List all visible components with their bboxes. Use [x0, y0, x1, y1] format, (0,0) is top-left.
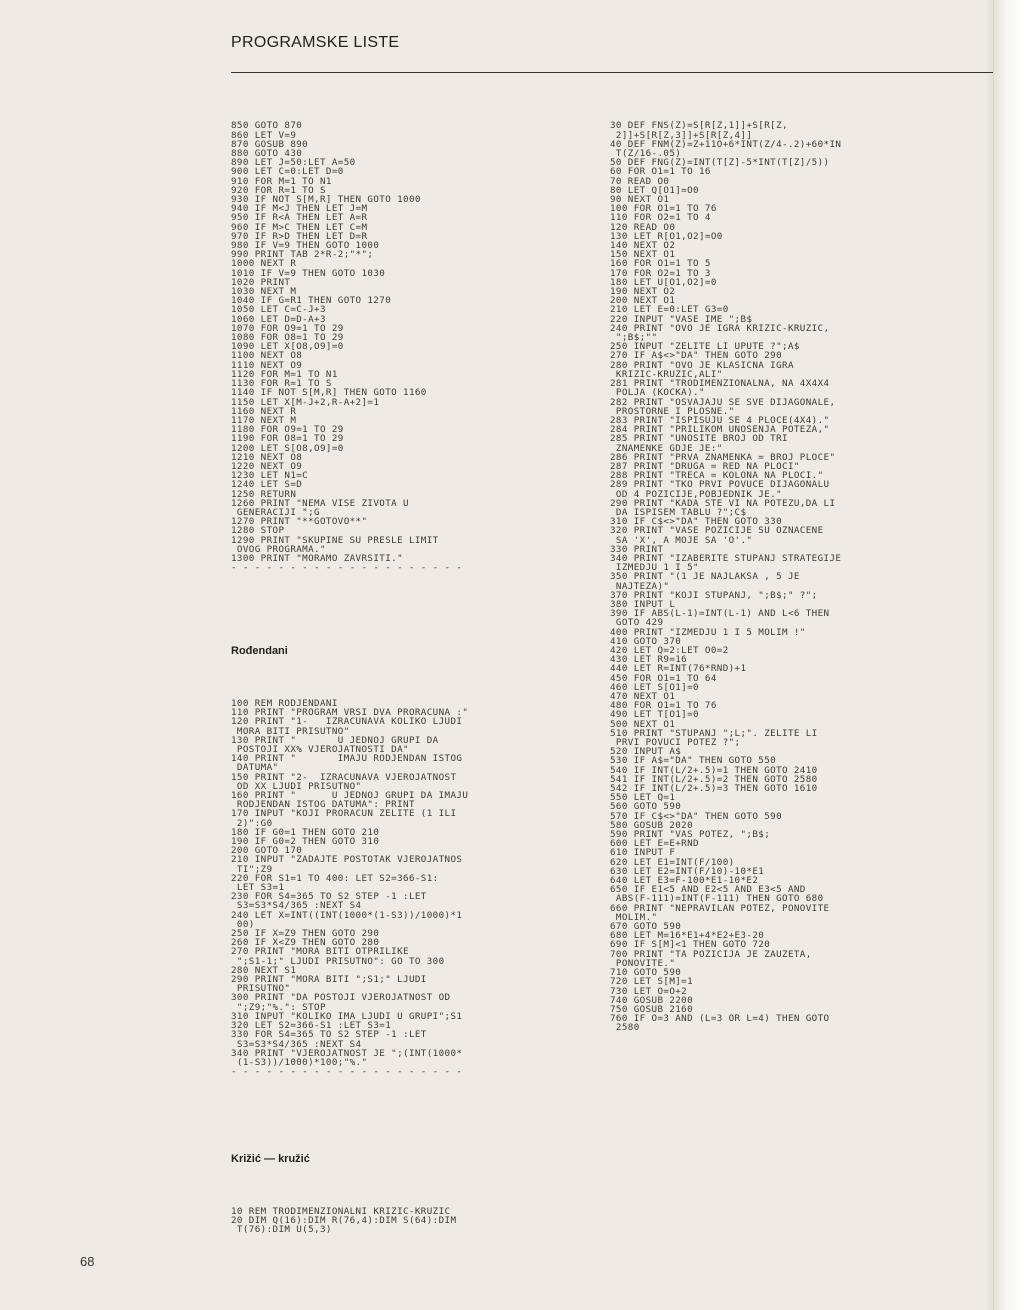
code-line: 320 LET S2=366-S1 :LET S3=1: [231, 1020, 392, 1032]
code-line: 550 LET Q=1: [610, 792, 676, 804]
code-line: 00): [231, 918, 255, 930]
code-line: 870 GOSUB 890: [231, 138, 309, 150]
code-line: 390 IF ABS(L-1)=INT(L-1) AND L<6 THEN: [610, 608, 830, 620]
code-line: 190 NEXT O2: [610, 286, 676, 298]
code-line: 90 NEXT O1: [610, 194, 670, 206]
code-line: 350 PRINT "(1 JE NAJLAKSA , 5 JE: [610, 571, 800, 583]
code-line: 288 PRINT "TRECA = KOLONA NA PLOCI.": [610, 470, 824, 482]
code-line: 1240 LET S=D: [231, 479, 303, 491]
code-line: 1130 FOR R=1 TO S: [231, 378, 332, 390]
code-line: 110 PRINT "PROGRAM VRSI DVA PRORACUNA :": [231, 707, 469, 719]
header-rule: [231, 72, 993, 73]
code-line: 1250 RETURN: [231, 488, 297, 500]
code-line: POSTOJI XX% VJEROJATNOSTI DA": [231, 744, 409, 755]
code-line: 1160 NEXT R: [231, 405, 297, 417]
code-line: 210 LET E=0:LET G3=0: [610, 304, 729, 316]
code-line: 130 LET R[O1,O2]=O0: [610, 230, 723, 242]
code-line: 240 LET X=INT((INT(1000*(1-S3))/1000)*1: [231, 909, 463, 921]
code-line: GENERACIJI ";G: [231, 506, 320, 518]
code-line: 70 READ O0: [610, 175, 670, 187]
code-line: 1010 IF V=9 THEN GOTO 1030: [231, 267, 386, 279]
code-line: 520 INPUT A$: [610, 746, 682, 758]
code-line: 1030 NEXT M: [231, 286, 297, 298]
code-line: 1290 PRINT "SKUPINE SU PRESLE LIMIT: [231, 534, 439, 546]
code-line: 760 IF O=3 AND (L=3 OR L=4) THEN GOTO: [610, 1013, 830, 1025]
code-line: 1040 IF G=R1 THEN GOTO 1270: [231, 295, 392, 307]
code-line: 540 IF INT(L/2+.5)=1 THEN GOTO 2410: [610, 764, 818, 776]
code-line: 700 PRINT "TA POZICIJA JE ZAUZETA,: [610, 948, 812, 960]
code-line: S3=S3*S4/365 :NEXT S4: [231, 900, 362, 912]
code-line: 1070 FOR O9=1 TO 29: [231, 322, 344, 334]
code-line: RODJENDAN ISTOG DATUMA": PRINT: [231, 799, 415, 811]
code-line: 410 GOTO 370: [610, 635, 682, 647]
code-line: 440 LET R=INT(76*RND)+1: [610, 663, 747, 675]
code-line: 1170 NEXT M: [231, 414, 297, 426]
program-listing-life: [231, 121, 601, 572]
code-line: 1120 FOR M=1 TO N1: [231, 368, 338, 380]
code-line: DA ISPISEM TABLU ?";C$: [610, 506, 747, 518]
code-line: 120 READ O0: [610, 221, 676, 233]
code-line: 660 PRINT "NEPRAVILAN POTEZ, PONOVITE: [610, 902, 830, 914]
code-line: 284 PRINT "PRILIKOM UNOSENJA POTEZA,": [610, 424, 830, 436]
code-line: 282 PRINT "OSVAJAJU SE SVE DIJAGONALE,: [610, 396, 836, 408]
code-line: 140 NEXT O2: [610, 240, 676, 252]
code-line: 250 INPUT "ZELITE LI UPUTE ?";A$: [610, 341, 800, 353]
code-line: 1100 NEXT O8: [231, 350, 303, 362]
code-line: 950 IF R<A THEN LET A=R: [231, 212, 368, 224]
code-line: 1190 FOR O8=1 TO 29: [231, 433, 344, 445]
code-line: 580 GOSUB 2020: [610, 819, 694, 831]
code-line: 120 PRINT "1- IZRACUNAVA KOLIKO LJUDI: [231, 716, 463, 728]
code-line: ";Z9;"%.": STOP: [231, 1001, 326, 1013]
code-line: 541 IF INT(L/2+.5)=2 THEN GOTO 2580: [610, 773, 818, 785]
program-listing-krizic-kruzic-start: [231, 1207, 601, 1235]
code-line: 620 LET E1=INT(F/100): [610, 856, 735, 868]
code-line: 2)":G0: [231, 817, 273, 829]
code-line: 130 PRINT " U JEDNOJ GRUPI DA: [231, 734, 439, 746]
code-line: 1150 LET X[M-J+2,R-A+2]=1: [231, 396, 380, 408]
code-line: 283 PRINT "ISPISUJU SE 4 PLOCE(4X4).": [610, 414, 830, 426]
code-line: 570 IF C$<>"DA" THEN GOTO 590: [610, 810, 783, 822]
code-line: 40 DEF FNM(Z)=Z+11O+6*INT(Z/4-.2)+60*IN: [610, 138, 842, 150]
code-line: 1140 IF NOT S[M,R] THEN GOTO 1160: [231, 387, 427, 399]
code-line: 320 PRINT "VASE POZICIJE SU OZNACENE: [610, 525, 824, 537]
code-line: 290 PRINT "KADA STE VI NA POTEZU,DA LI: [610, 497, 836, 509]
code-line: 240 PRINT "OVO JE IGRA KRIZIC-KRUZIC,: [610, 322, 830, 334]
code-line: 230 FOR S4=365 TO S2 STEP -1 :LET: [231, 891, 427, 903]
code-line: MOLIM.": [610, 911, 658, 923]
code-line: 420 LET Q=2:LET O0=2: [610, 644, 729, 656]
code-line: 286 PRINT "PRVA ZNAMENKA = BROJ PLOCE": [610, 451, 836, 463]
code-line: 720 LET S[M]=1: [610, 976, 694, 988]
code-line: 1210 NEXT O8: [231, 451, 303, 463]
code-line: 20 DIM Q(16):DIM R(76,4):DIM S(64):DIM: [231, 1215, 457, 1227]
code-line: 1180 FOR O9=1 TO 29: [231, 424, 344, 436]
code-line: DATUMA": [231, 762, 279, 774]
code-line: 400 PRINT "IZMEDJU 1 I 5 MOLIM !": [610, 626, 806, 638]
code-line: 750 GOSUB 2160: [610, 1003, 694, 1015]
code-line: POLJA (KOCKA).": [610, 387, 705, 399]
code-line: 281 PRINT "TRODIMENZIONALNA, NA 4X4X4: [610, 378, 830, 390]
program-listing-krizic-kruzic-continued: [610, 121, 980, 1032]
code-line: ";B$;"": [610, 332, 658, 344]
code-line: 100 FOR O1=1 TO 76: [610, 203, 717, 215]
code-line: PRISUTNO": [231, 983, 291, 995]
code-line: 270 IF A$<>"DA" THEN GOTO 290: [610, 350, 783, 362]
code-line: 510 PRINT "STUPANJ ";L;". ZELITE LI: [610, 727, 818, 739]
code-line: 560 GOTO 590: [610, 801, 682, 813]
code-line: 690 IF S[M]<1 THEN GOTO 720: [610, 939, 771, 951]
code-line: NAJTEZA)": [610, 580, 670, 592]
code-line: 300 PRINT "DA POSTOJI VJEROJATNOST OD: [231, 992, 451, 1004]
section-title-rodjendani: Rođendani: [231, 645, 288, 658]
code-line: 930 IF NOT S[M,R] THEN GOTO 1000: [231, 194, 421, 206]
code-line: 150 NEXT O1: [610, 249, 676, 261]
code-line: 289 PRINT "TKO PRVI POVUCE DIJAGONALU: [610, 479, 830, 491]
page-title: PROGRAMSKE LISTE: [231, 34, 400, 51]
code-line: 470 NEXT O1: [610, 691, 676, 702]
code-line: 1280 STOP: [231, 525, 285, 537]
left-column: [231, 103, 601, 1244]
code-line: 730 LET O=O+2: [610, 985, 688, 997]
code-line: 960 IF M>C THEN LET C=M: [231, 221, 368, 233]
code-line: 640 LET E3=F-100*E1-10*E2: [610, 875, 759, 887]
code-line: - - - - - - - - - - - - - - - - - - - -: [231, 1066, 463, 1078]
right-column: [610, 103, 980, 1042]
code-line: PRVI POVUCI POTEZ ?";: [610, 737, 741, 749]
code-line: - - - - - - - - - - - - - - - - - - - -: [231, 562, 463, 574]
code-line: GOTO 429: [610, 617, 664, 629]
code-line: 940 IF M<J THEN LET J=M: [231, 203, 368, 215]
code-line: 1000 NEXT R: [231, 258, 297, 270]
code-line: 80 LET Q[O1]=O0: [610, 184, 699, 196]
code-line: 490 LET T[O1]=0: [610, 709, 699, 721]
code-line: 170 FOR O2=1 TO 3: [610, 267, 711, 279]
code-line: 110 FOR O2=1 TO 4: [610, 212, 711, 224]
code-line: 287 PRINT "DRUGA = RED NA PLOCI": [610, 460, 800, 472]
code-line: 1300 PRINT "MORAMO ZAVRSITI.": [231, 552, 404, 564]
code-line: 1060 LET D=D-A+3: [231, 313, 326, 325]
code-line: OVOG PROGRAMA.": [231, 543, 326, 555]
code-line: 180 LET U[O1,O2]=0: [610, 276, 717, 288]
code-line: 1270 PRINT "**GOTOVO**": [231, 516, 368, 528]
code-line: 860 LET V=9: [231, 129, 297, 141]
code-line: 600 LET E=E+RND: [610, 838, 699, 850]
code-line: 10 REM TRODIMENZIONALNI KRIZIC-KRUZIC: [231, 1205, 451, 1217]
code-line: 980 IF V=9 THEN GOTO 1000: [231, 240, 380, 252]
code-line: PONOVITE.": [610, 957, 676, 969]
code-line: 50 DEF FNG(Z)=INT(T[Z]-5*INT(T[Z]/5)): [610, 157, 830, 169]
code-line: 850 GOTO 870: [231, 120, 303, 132]
code-line: 340 PRINT "IZABERITE STUPANJ STRATEGIJE: [610, 552, 842, 564]
code-line: S3=S3*S4/365 :NEXT S4: [231, 1038, 362, 1050]
code-line: 2]]+S[R[Z,3]]+S[R[Z,4]]: [610, 129, 753, 141]
code-line: 150 PRINT "2- IZRACUNAVA VJEROJATNOST: [231, 771, 457, 783]
code-line: 260 IF X<Z9 THEN GOTO 280: [231, 937, 380, 949]
code-line: 670 GOTO 590: [610, 921, 682, 933]
code-line: 250 IF X=Z9 THEN GOTO 290: [231, 928, 380, 940]
code-line: 1090 LET X[O8,O9]=0: [231, 341, 344, 353]
code-line: 1230 LET N1=C: [231, 470, 309, 482]
code-line: KRIZIC-KRUZIC,ALI": [610, 368, 723, 380]
code-line: 280 PRINT "OVO JE KLASICNA IGRA: [610, 359, 794, 371]
code-line: 310 INPUT "KOLIKO IMA LJUDI U GRUPI";S1: [231, 1010, 463, 1022]
code-line: 370 PRINT "KOJI STUPANJ, ";B$;" ?";: [610, 589, 818, 601]
code-line: 630 LET E2=INT(F/10)-10*E1: [610, 865, 765, 877]
program-listing-rodjendani: [231, 699, 601, 1076]
code-line: 220 INPUT "VASE IME ";B$: [610, 313, 753, 325]
code-line: 190 IF G0=2 THEN GOTO 310: [231, 836, 380, 848]
code-line: 380 INPUT L: [610, 598, 676, 610]
code-line: ";S1-1;" LJUDI PRISUTNO": GO TO 300: [231, 955, 445, 967]
code-line: 970 IF R>D THEN LET D=R: [231, 230, 368, 242]
code-line: 680 LET M=16*E1+4*E2+E3-20: [610, 930, 765, 942]
code-line: 1110 NEXT O9: [231, 359, 303, 371]
code-line: T(76):DIM U(5,3): [231, 1224, 332, 1236]
code-line: 710 GOTO 590: [610, 967, 682, 979]
code-line: 160 PRINT " U JEDNOJ GRUPI DA IMAJU: [231, 790, 469, 802]
code-line: T(Z/16-.05): [610, 148, 682, 160]
code-line: 290 PRINT "MORA BITI ";S1;" LJUDI: [231, 974, 427, 986]
code-line: 542 IF INT(L/2+.5)=3 THEN GOTO 1610: [610, 783, 818, 795]
code-line: 650 IF E1<5 AND E2<5 AND E3<5 AND: [610, 884, 806, 896]
code-line: LET S3=1: [231, 882, 285, 894]
code-line: 160 FOR O1=1 TO 5: [610, 258, 711, 270]
section-title-krizic-kruzic: Križić — kružić: [231, 1153, 310, 1166]
code-line: 910 FOR M=1 TO N1: [231, 175, 332, 187]
code-line: 1220 NEXT O9: [231, 460, 303, 472]
code-line: 1200 LET S[O8,O9]=0: [231, 442, 344, 454]
code-line: 880 GOTO 430: [231, 148, 303, 160]
code-line: OD 4 POZICIJE,POBJEDNIK JE.": [610, 488, 783, 500]
code-line: 330 FOR S4=365 TO S2 STEP -1 :LET: [231, 1029, 427, 1041]
code-line: 100 REM RODJENDANI: [231, 697, 338, 709]
code-line: 920 FOR R=1 TO S: [231, 184, 326, 196]
code-line: IZMEDJU 1 I 5": [610, 562, 699, 574]
code-line: 1080 FOR O8=1 TO 29: [231, 332, 344, 344]
code-line: ZNAMENKE GDJE JE:": [610, 442, 723, 454]
code-line: 330 PRINT: [610, 543, 664, 555]
code-line: 60 FOR O1=1 TO 16: [610, 166, 711, 178]
code-line: 480 FOR O1=1 TO 76: [610, 700, 717, 712]
code-line: OD XX LJUDI PRISUTNO": [231, 780, 362, 792]
code-line: 530 IF A$="DA" THEN GOTO 550: [610, 755, 777, 767]
code-line: SA 'X', A MOJE SA 'O'.": [610, 534, 753, 546]
code-line: 450 FOR O1=1 TO 64: [610, 672, 717, 684]
page-header: [0, 0, 990, 77]
code-line: 890 LET J=50:LET A=50: [231, 157, 356, 169]
next-page-edge: [993, 0, 1024, 1310]
code-line: 140 PRINT " IMAJU RODJENDAN ISTOG: [231, 753, 463, 765]
page-number: 68: [80, 1254, 95, 1269]
code-line: 30 DEF FNS(Z)=S[R[Z,1]]+S[R[Z,: [610, 120, 788, 132]
code-line: TI";Z9: [231, 863, 273, 875]
code-line: 180 IF G0=1 THEN GOTO 210: [231, 826, 380, 838]
code-line: 460 LET S[O1]=0: [610, 681, 699, 693]
code-line: 200 GOTO 170: [231, 845, 303, 857]
code-line: 740 GOSUB 2200: [610, 994, 694, 1006]
code-line: PROSTORNE I PLOSNE.": [610, 405, 735, 417]
code-line: (1-S3))/1000)*100;"%.": [231, 1056, 368, 1068]
code-line: 990 PRINT TAB 2*R-2;"*";: [231, 249, 374, 261]
code-line: 900 LET C=0:LET D=0: [231, 166, 344, 178]
code-line: 2580: [610, 1022, 640, 1034]
code-line: 500 NEXT O1: [610, 718, 676, 730]
code-line: 590 PRINT "VAS POTEZ, ";B$;: [610, 829, 771, 841]
code-line: ABS(F-111)=INT(F-111) THEN GOTO 680: [610, 893, 824, 905]
code-line: 270 PRINT "MORA BITI OTPRILIKE: [231, 946, 409, 958]
code-line: 220 FOR S1=1 TO 400: LET S2=366-S1:: [231, 872, 439, 884]
code-line: 285 PRINT "UNOSITE BROJ OD TRI: [610, 433, 788, 445]
code-line: 170 INPUT "KOJI PRORACUN ZELITE (1 ILI: [231, 808, 457, 820]
code-line: 210 INPUT "ZADAJTE POSTOTAK VJEROJATNOS: [231, 854, 463, 866]
code-line: 310 IF C$<>"DA" THEN GOTO 330: [610, 516, 783, 528]
code-line: 1050 LET C=C-J+3: [231, 304, 326, 316]
code-line: 1260 PRINT "NEMA VISE ZIVOTA U: [231, 497, 409, 509]
code-line: 340 PRINT "VJEROJATNOST JE ";(INT(1000*: [231, 1047, 463, 1059]
code-line: 610 INPUT F: [610, 847, 676, 859]
code-line: MORA BITI PRISUTNO": [231, 725, 350, 737]
code-line: 1020 PRINT: [231, 276, 291, 288]
code-line: 280 NEXT S1: [231, 964, 297, 976]
code-line: 200 NEXT O1: [610, 295, 676, 307]
code-line: 430 LET R9=16: [610, 654, 688, 666]
